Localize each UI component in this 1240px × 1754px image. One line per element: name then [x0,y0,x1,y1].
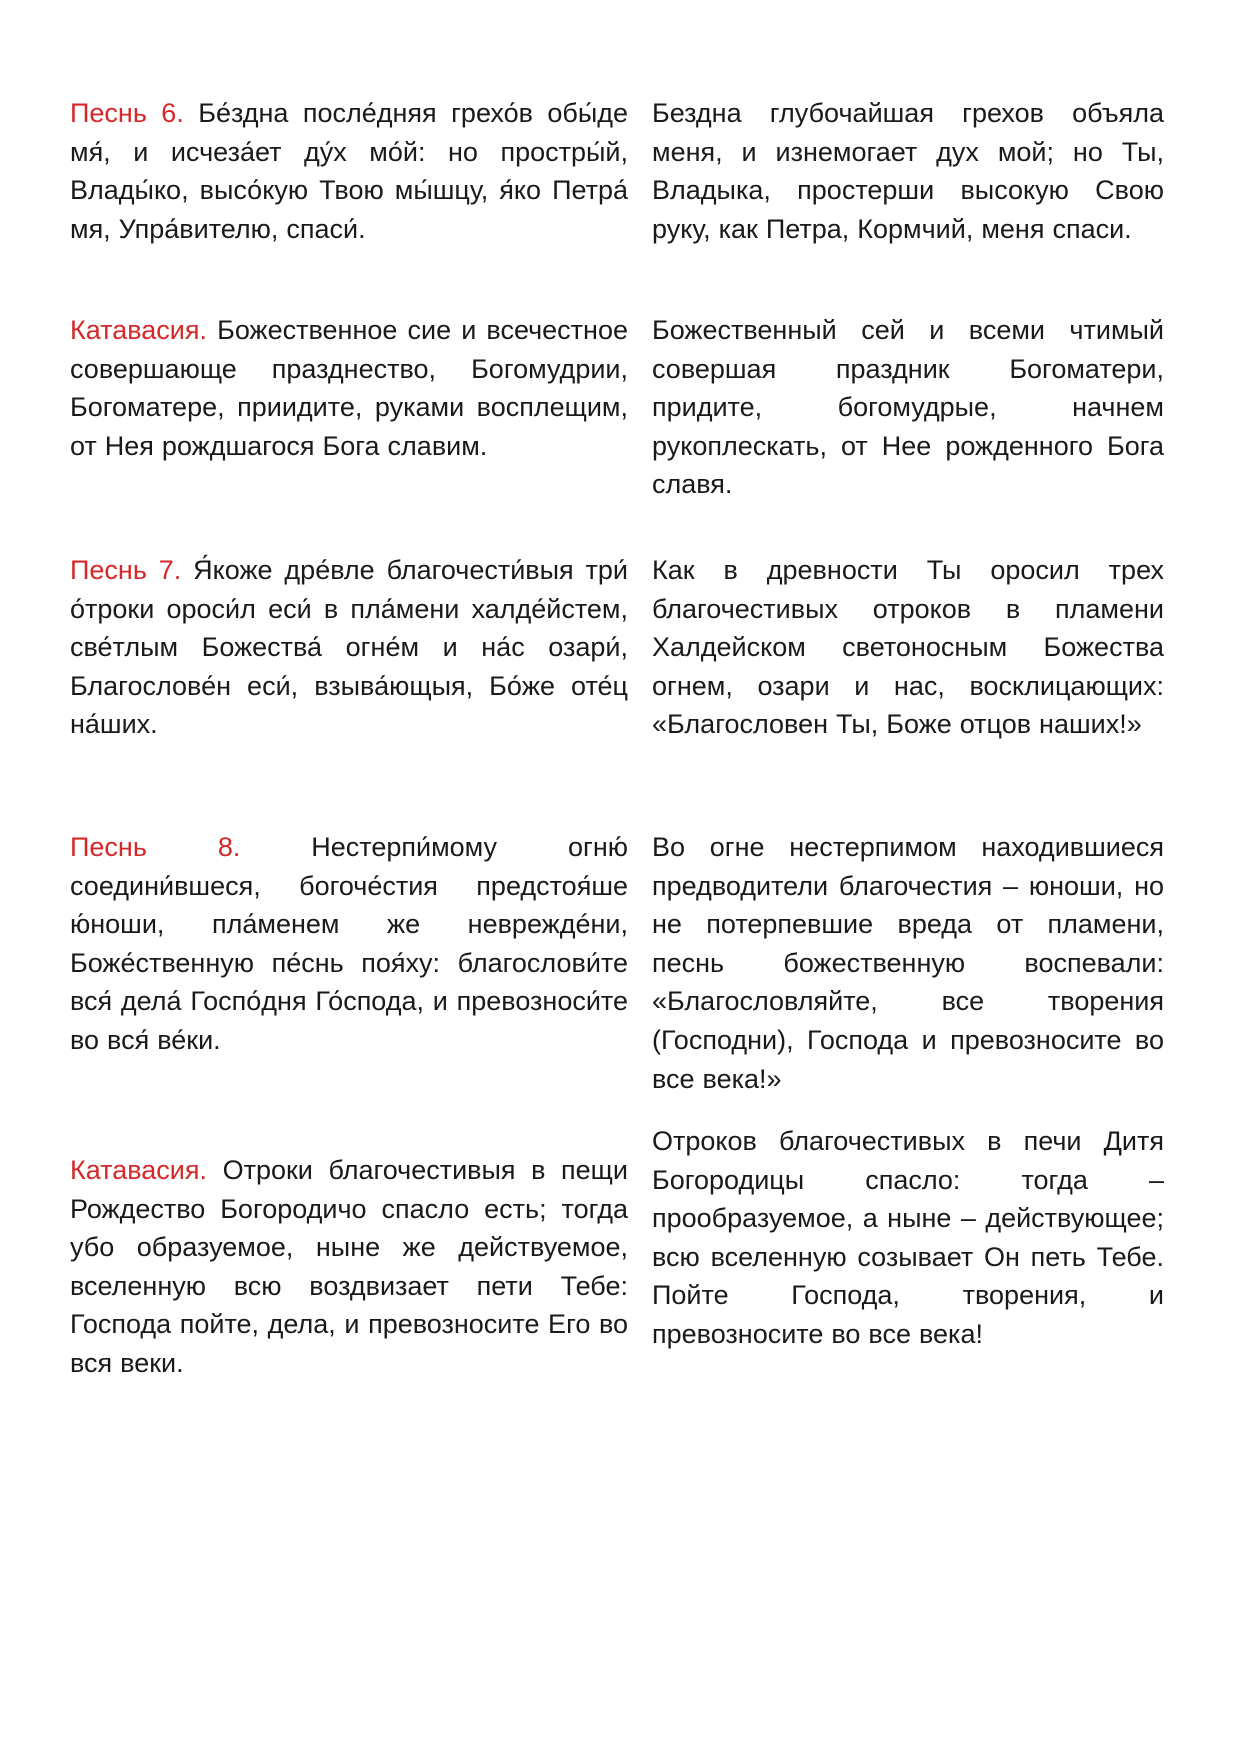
russian-translation-katavasia-6 [652,311,1164,504]
section-text: Нестерпи́мому огню́ соедини́вшеся, богоче́стия предстоя́ше ю́ноши, пла́менем же невреждéни, Боже́ственную пе́снь поя́ху: благослови́те вся́ дела́ Госпо́дня Го́спода, и превозноси́те во вся́ ве́ки. [70,832,628,1055]
section-label: Песнь 8. [70,832,241,862]
section-text: Отроки благочестивыя в пещи Рождество Богородичо спасло есть; тогда убо образуемое, ныне же действуемое, вселенную всю воздвизает пети Тебе: Господа пойте, дела, и превозносите Его во вся веки. [70,1155,628,1378]
church-slavonic-text-song-7 [70,551,628,744]
section-text: Во огне нестерпимом находившиеся предводители благочестия – юноши, но не потерпевшие вреда от пламени, песнь божественную воспевали: «Благословляйте, все творения (Господни), Господа и превозносите во все века!» [652,832,1164,1094]
russian-translation-song-6 [652,94,1164,248]
russian-translation-song-8 [652,828,1164,1098]
church-slavonic-text-katavasia-6 [70,311,628,465]
church-slavonic-text-katavasia-8 [70,1151,628,1383]
section-text: Божественный сей и всеми чтимый совершая праздник Богоматери, придите, богомудрые, начнем рукоплескать, от Нее рожденного Бога славя. [652,315,1164,500]
section-text: Божественное сие и всечестное совершающе празднество, Богомудрии, Богоматере, приидите, руками восплещим, от Нея рождшагося Бога славим. [70,315,628,461]
russian-translation-song-7 [652,551,1164,744]
russian-translation-katavasia-8 [652,1122,1164,1354]
section-text: Бездна глубочайшая грехов объяла меня, и изнемогает дух мой; но Ты, Владыка, простерши высокую Свою руку, как Петра, Кормчий, меня спаси. [652,98,1164,244]
church-slavonic-text-song-8 [70,828,628,1060]
section-label: Песнь 6. [70,98,184,128]
section-text: Бе́здна после́дняя грехо́в обы́де мя́, и исчеза́ет ду́х мо́й: но простры́й, Влады́ко, высо́кую Твою мы́шцу, я́ко Петра́ мя, Упра́вителю, спаси́. [70,98,628,244]
church-slavonic-text-song-6 [70,94,628,248]
section-text: Я́коже дре́вле благочести́выя три́ о́троки ороси́л еси́ в пла́мени халде́йстем, све́тлым Божества́ огне́м и на́с озари́, Благослове́н еси́, взыва́ющыя, Бо́же оте́ц на́ших. [70,555,628,740]
section-label: Катавасия. [70,1155,207,1185]
section-text: Отроков благочестивых в печи Дитя Богородицы спасло: тогда – прообразуемое, а ныне – действующее; всю вселенную созывает Он петь Тебе. Пойте Господа, творения, и превозносите во все века! [652,1126,1164,1349]
section-text: Как в древности Ты оросил трех благочестивых отроков в пламени Халдейском светоносным Божества огнем, озари и нас, восклицающих: «Благословен Ты, Боже отцов наших!» [652,555,1164,740]
section-label: Песнь 7. [70,555,182,585]
section-label: Катавасия. [70,315,207,345]
